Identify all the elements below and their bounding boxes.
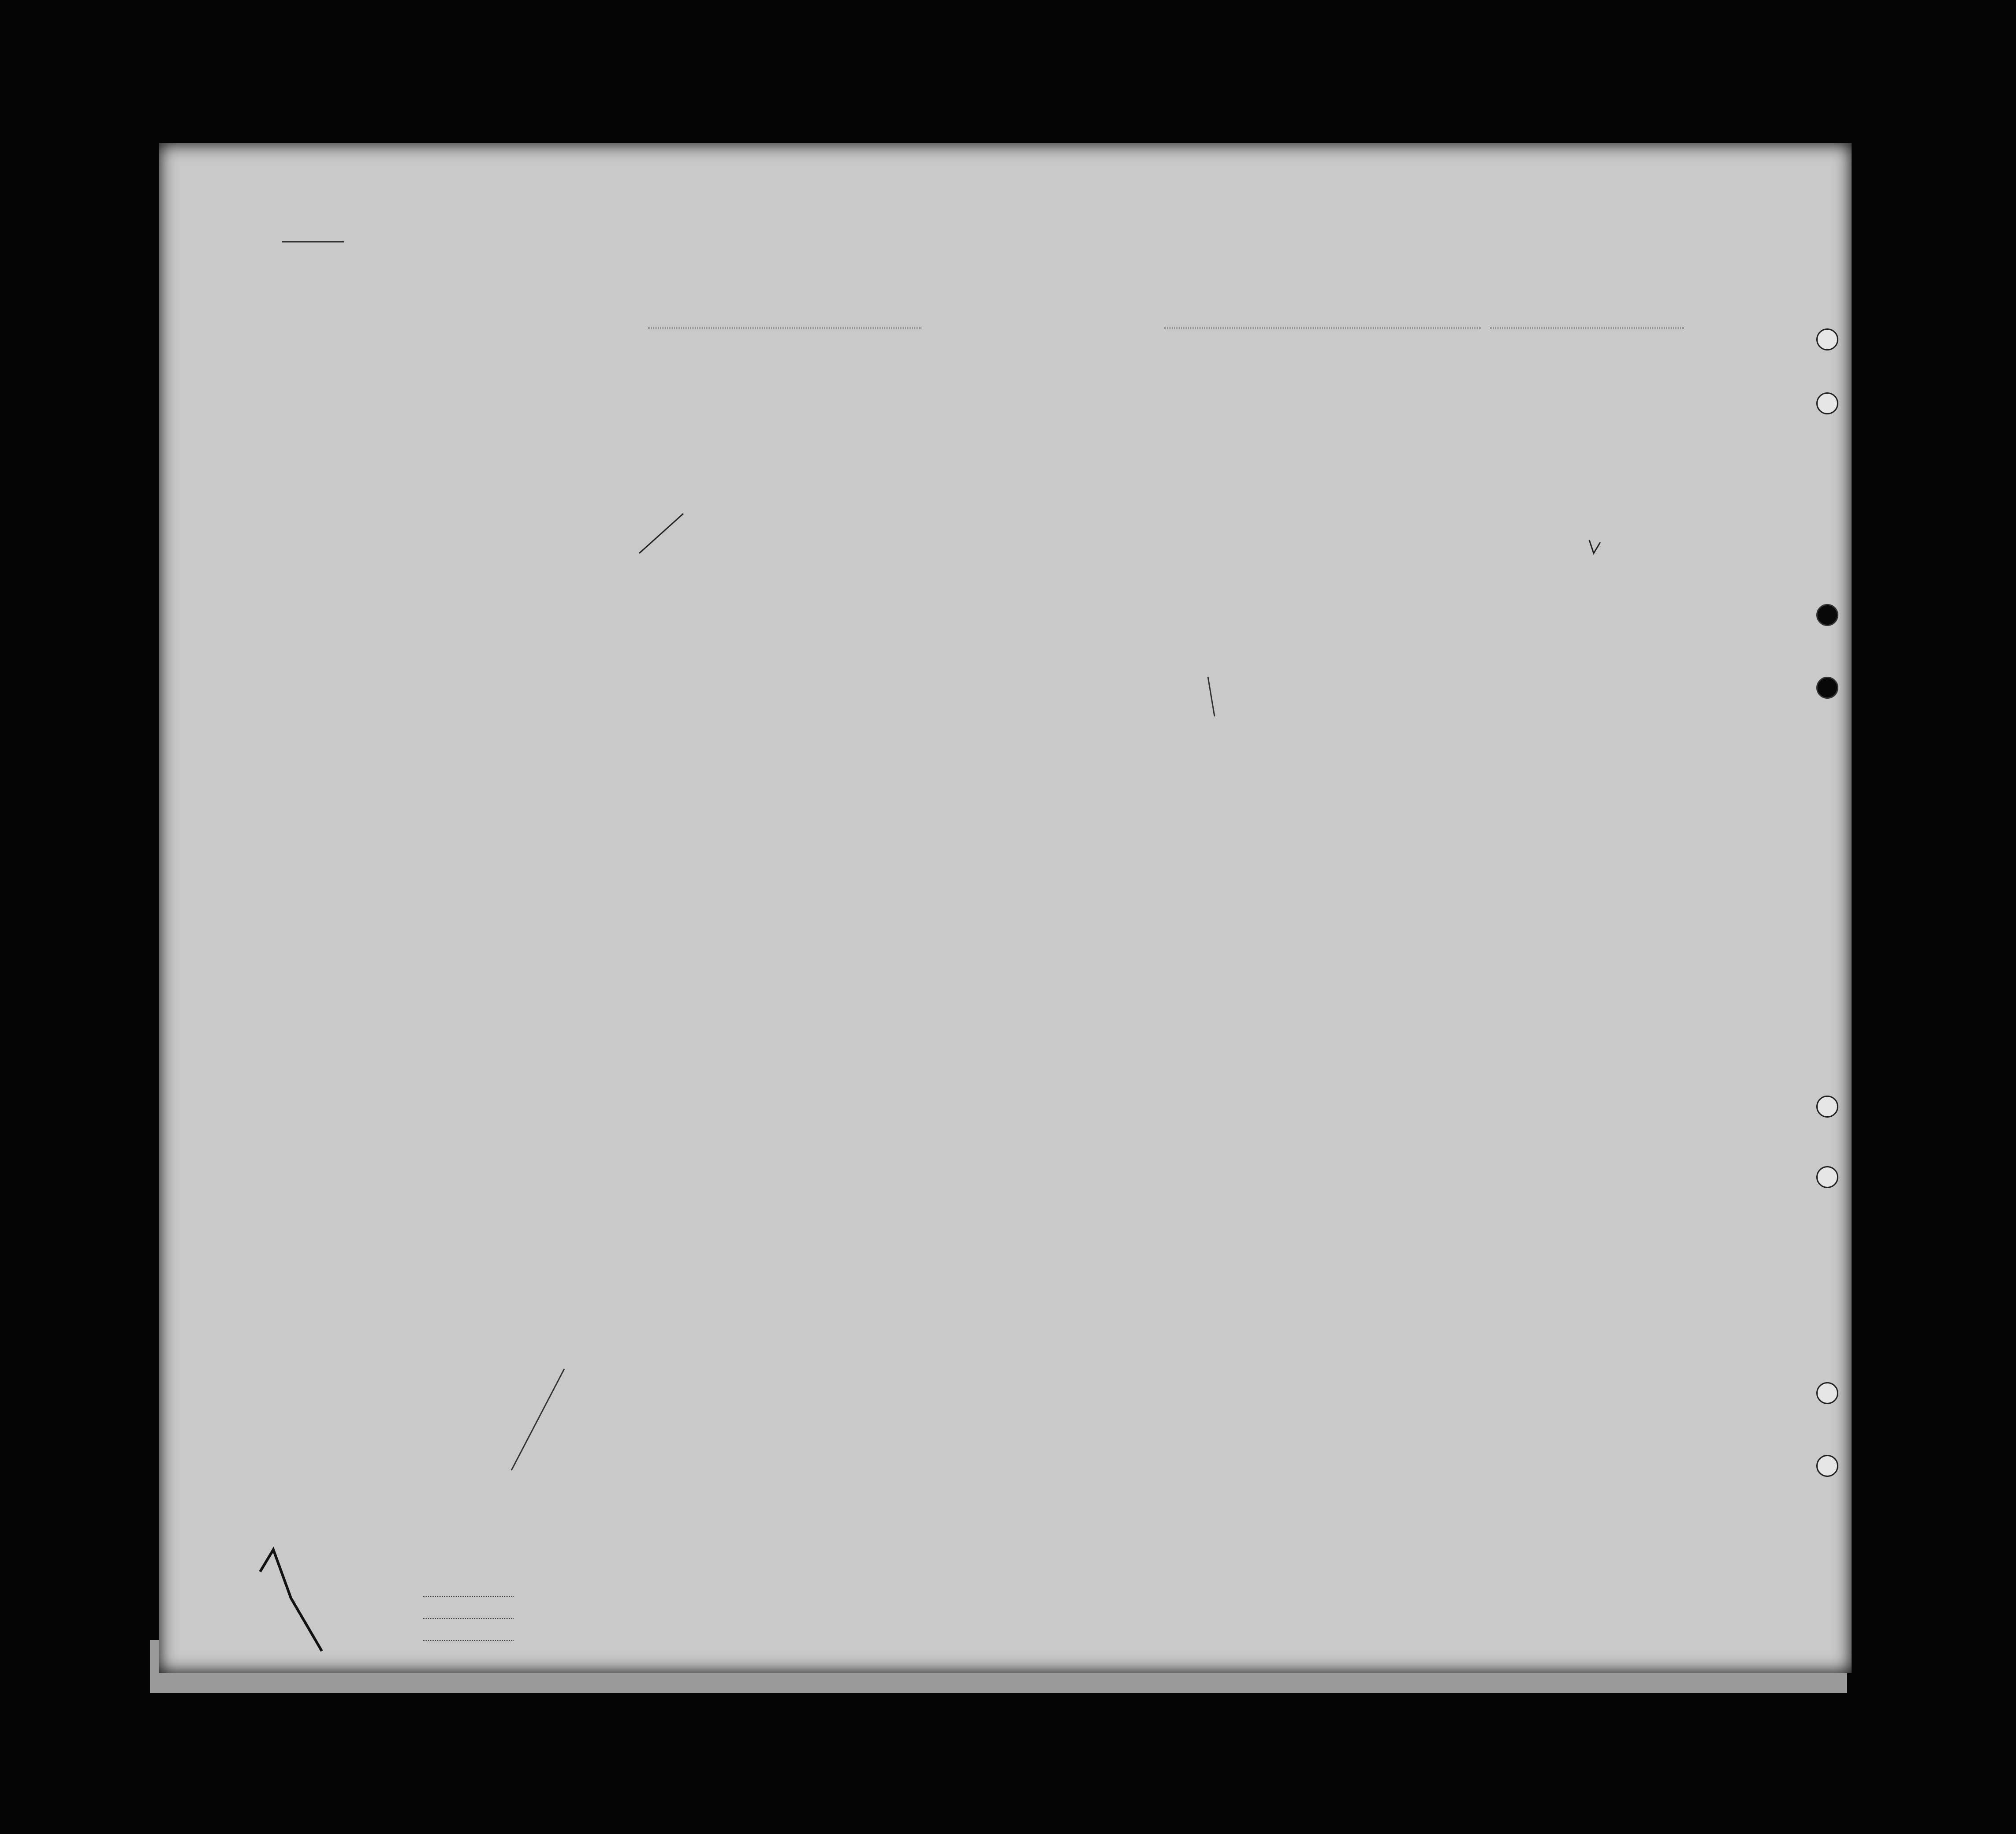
binder-hole <box>1816 1382 1838 1404</box>
binder-hole <box>1816 604 1838 626</box>
binder-hole <box>1816 677 1838 699</box>
binder-hole <box>1816 1455 1838 1477</box>
footer-dots-1 <box>423 1596 514 1597</box>
binder-hole <box>1816 1166 1838 1188</box>
pen-marks <box>159 143 1852 1673</box>
binder-hole <box>1816 328 1838 350</box>
footer-dots-3 <box>423 1640 514 1641</box>
binder-hole <box>1816 392 1838 414</box>
footer-dots-2 <box>423 1618 514 1619</box>
manifest-sheet <box>159 143 1852 1673</box>
binder-hole <box>1816 1096 1838 1118</box>
